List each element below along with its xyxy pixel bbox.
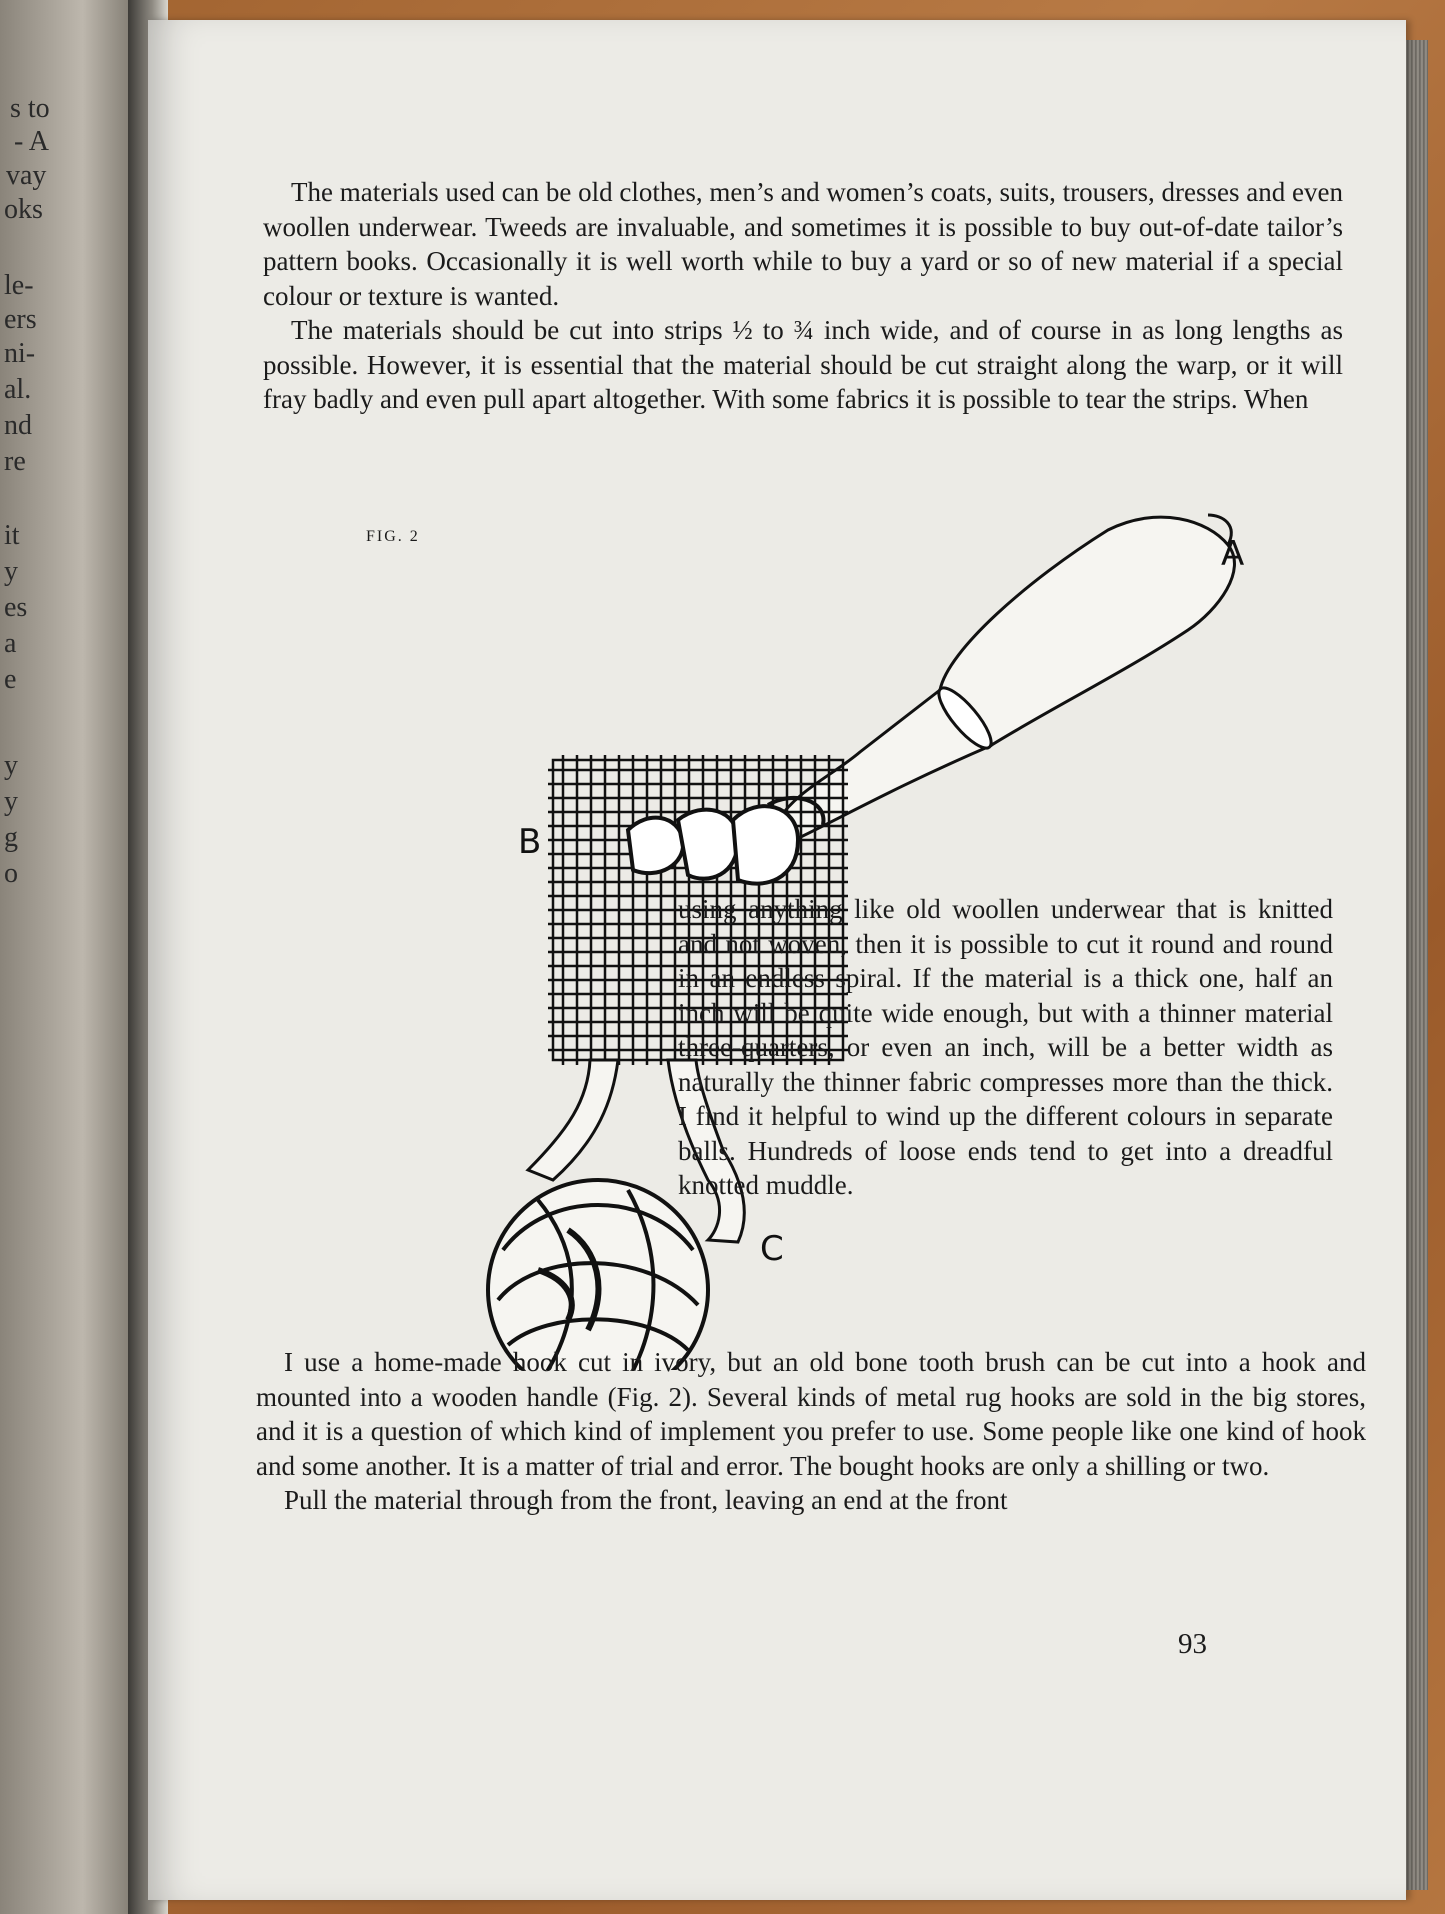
- left-page-text: le-: [4, 270, 34, 301]
- left-page-text: nd: [4, 410, 32, 441]
- text-block-wrap: [678, 892, 1333, 1203]
- figure-label: FIG. 2: [366, 528, 420, 545]
- paragraph: I use a home-made hook cut in ivory, but an old bone tooth brush can be cut into a hook and mounted into a wooden handle (Fig. 2). Several kinds of metal rug hooks are sold in the big stores, and it is a question of which kind of implement you prefer to use. Some people like one kind of hook and some another. It is a matter of trial and error. The bought hooks are only a shilling or two.: [256, 1347, 1366, 1481]
- left-page-text: y: [4, 786, 18, 817]
- left-page-text: - A: [14, 126, 49, 157]
- left-page-text: al.: [4, 374, 32, 405]
- figure-letter-a: A: [1221, 534, 1245, 574]
- ball-of-strips: [488, 1180, 708, 1370]
- left-page-text: a: [4, 628, 17, 659]
- left-page-text: it: [4, 520, 20, 551]
- left-page-text: ers: [4, 304, 37, 335]
- paragraph: Pull the material through from the front, leaving an end at the front: [284, 1485, 1008, 1515]
- left-page-text: re: [4, 446, 26, 477]
- left-page-text: e: [4, 664, 17, 695]
- figure-letter-b: B: [518, 822, 542, 862]
- left-page-text: y: [4, 750, 18, 781]
- left-page-text: s to: [10, 93, 50, 124]
- paragraph: The materials used can be old clothes, men’s and women’s coats, suits, trousers, dresses and even woollen underwear. Tweeds are invaluable, and sometimes it is possible to buy out-of-date tailor’s pattern books. Occasionally it is well worth while to buy a yard or so of new material if a special colour or texture is wanted.: [263, 177, 1343, 311]
- paragraph: using anything like old woollen underwear that is knitted and not woven, then it is possible to cut it round and round in an endless spiral. If the material is a thick one, half an inch will be quite wide enough, but with a thinner material three-quarters, or even an inch, will be a better width as naturally the thinner fabric compresses more than the thick. I find it helpful to wind up the different colours in separate balls. Hundreds of loose ends tend to get into a dreadful knotted muddle.: [678, 894, 1333, 1200]
- text-block-top: [263, 175, 1343, 417]
- page-number: 93: [1178, 1628, 1207, 1660]
- left-page-text: ni-: [4, 338, 36, 369]
- left-page-text: oks: [4, 194, 43, 225]
- left-page-text: es: [4, 592, 28, 623]
- left-page-text: y: [4, 556, 18, 587]
- left-page-text: o: [4, 858, 18, 889]
- hook-handle: [778, 515, 1234, 842]
- paragraph: The materials should be cut into strips ½ to ¾ inch wide, and of course in as long lengths as possible. However, it is essential that the material should be cut straight along the warp, or it will fray badly and even pull apart altogether. With some fabrics it is possible to tear the strips. When: [263, 315, 1343, 414]
- text-block-bottom: [256, 1345, 1366, 1518]
- figure-letter-c: C: [760, 1229, 784, 1269]
- book-page: [148, 20, 1406, 1900]
- left-page-text: g: [4, 822, 18, 853]
- left-page-text: vay: [6, 160, 47, 191]
